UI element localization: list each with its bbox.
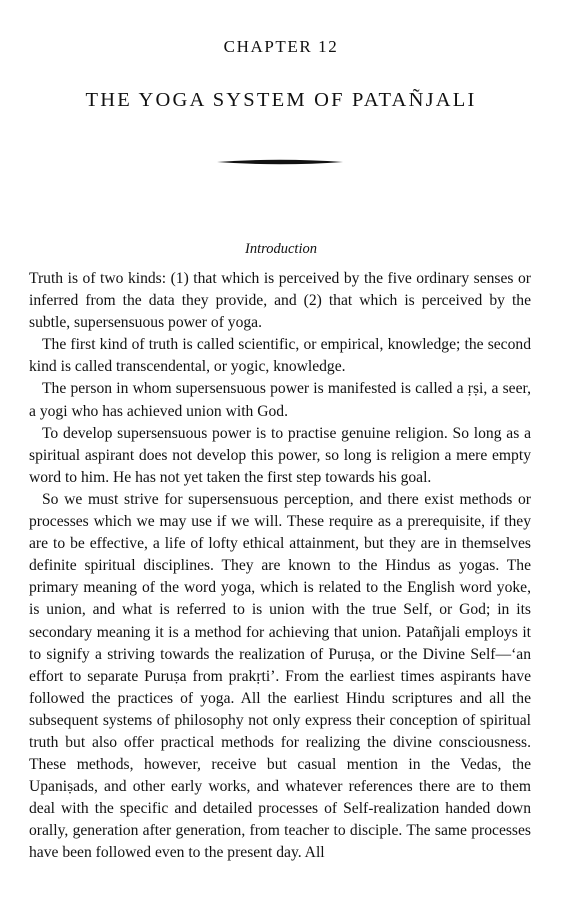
- chapter-title: THE YOGA SYSTEM OF PATAÑJALI: [85, 89, 477, 111]
- body-text: [29, 268, 531, 865]
- paragraph-2: The first kind of truth is called scientific, or empirical, knowledge; the second kind is called transcendental, or yogic, knowledge.: [29, 336, 531, 376]
- paragraph-4: To develop supersensuous power is to practise genuine religion. So long as a spiritual aspirant does not develop this power, so long is religion a mere empty word to him. He has not yet taken the first step towards his goal.: [29, 424, 531, 486]
- paragraph-3: The person in whom supersensuous power is manifested is called a ṛṣi, a seer, a yogi who has achieved union with God.: [29, 380, 531, 420]
- ornament-rule: [215, 157, 345, 167]
- chapter-label: CHAPTER 12: [223, 37, 339, 56]
- section-heading: Introduction: [245, 241, 317, 257]
- paragraph-1: Truth is of two kinds: (1) that which is perceived by the five ordinary senses or inferred from the data they provide, and (2) that which is perceived by the subtle, supersensuous power of yoga.: [29, 270, 531, 332]
- paragraph-5: So we must strive for supersensuous perception, and there exist methods or processes which we may use if we will. These require as a prerequisite, if they are to be effective, a life of lofty ethical attainment, but they are in themselves definite spiritual disciplines. They are known to the Hindus as yogas. The primary meaning of the word yoga, which is related to the English word yoke, is union, and what is referred to is union with the true Self, or God; in its secondary meaning it is a method for achieving that union. Patañjali employs it to signify a striving towards the realization of Puruṣa, or the Divine Self—‘an effort to separate Puruṣa from prakṛti’. From the earliest times aspirants have followed the practices of yoga. All the earliest Hindu scriptures and all the subsequent systems of philosophy not only express their conception of spiritual truth but also offer practical methods for realizing the divine consciousness. These methods, however, receive but casual mention in the Vedas, the Upaniṣads, and other early works, and whatever references there are to them deal with the specific and detailed processes of Self-realization handed down orally, generation after generation, from teacher to disciple. The same processes have been followed even to the present day. All: [29, 490, 531, 862]
